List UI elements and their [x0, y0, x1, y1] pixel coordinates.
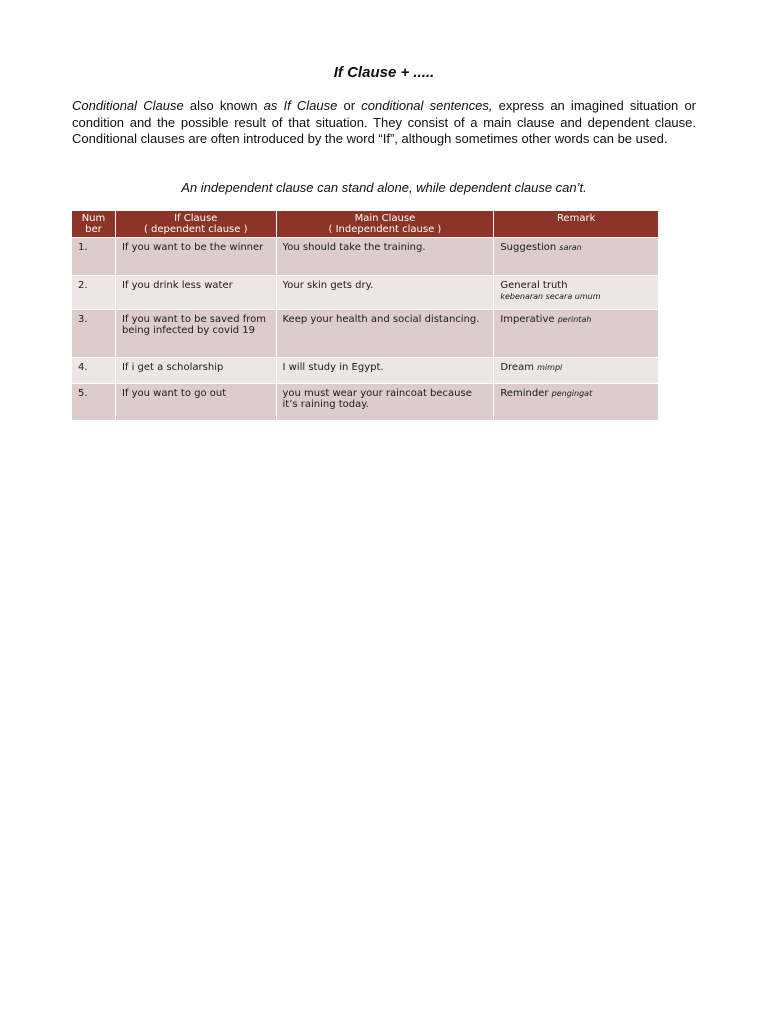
row-main-clause: Keep your health and social distancing. — [276, 310, 494, 358]
intro-paragraph — [72, 98, 696, 148]
intro-text-2: or — [337, 98, 362, 113]
remark-note: saran — [559, 243, 582, 252]
header-number: Num ber — [72, 211, 115, 238]
table-row — [72, 358, 658, 384]
table-header-row — [72, 211, 658, 238]
remark-note: mimpi — [537, 363, 563, 372]
remark-label: General truth — [500, 280, 568, 291]
header-remark: Remark — [494, 211, 658, 238]
term-conditional-clause: Conditional Clause — [72, 98, 184, 113]
row-number: 2. — [72, 276, 115, 310]
row-if-clause: If you want to be saved from being infected by covid 19 — [115, 310, 276, 358]
table-row — [72, 310, 658, 358]
intro-as: as — [263, 98, 278, 113]
remark-label: Reminder — [500, 388, 549, 399]
row-if-clause: If you want to be the winner — [115, 238, 276, 276]
intro-text-1: also known — [183, 98, 264, 113]
row-main-clause: You should take the training. — [276, 238, 494, 276]
header-main-clause — [276, 211, 494, 238]
independent-clause-note: An independent clause can stand alone, while dependent clause can’t. — [181, 180, 587, 195]
row-remark — [494, 310, 658, 358]
row-remark — [494, 276, 658, 310]
remark-label: Dream — [500, 362, 534, 373]
row-number: 3. — [72, 310, 115, 358]
table-row — [72, 276, 658, 310]
row-main-clause: I will study in Egypt. — [276, 358, 494, 384]
table-row — [72, 384, 658, 420]
row-remark — [494, 238, 658, 276]
row-if-clause: If you drink less water — [115, 276, 276, 310]
remark-note: kebenaran secara umum — [500, 292, 601, 301]
clause-table — [72, 211, 658, 420]
term-conditional-sentences: conditional sentences, — [361, 98, 493, 113]
header-if-clause — [115, 211, 276, 238]
header-main-clause-sub: ( Independent clause ) — [328, 224, 442, 235]
remark-note: pengingat — [551, 389, 593, 398]
header-if-clause-sub: ( dependent clause ) — [143, 224, 248, 235]
row-number: 5. — [72, 384, 115, 420]
remark-label: Suggestion — [500, 242, 557, 253]
row-number: 4. — [72, 358, 115, 384]
row-if-clause: If i get a scholarship — [115, 358, 276, 384]
remark-label: Imperative — [500, 314, 555, 325]
term-if-clause: If Clause — [277, 98, 338, 113]
row-main-clause: you must wear your raincoat because it’s raining today. — [276, 384, 494, 420]
row-remark — [494, 384, 658, 420]
row-remark — [494, 358, 658, 384]
row-number: 1. — [72, 238, 115, 276]
header-if-clause-title: If Clause — [174, 213, 218, 224]
row-main-clause: Your skin gets dry. — [276, 276, 494, 310]
remark-note: perintah — [557, 315, 592, 324]
table-row — [72, 238, 658, 276]
intro-text-3: express an imagined situation or condition and the possible result of that situation. They consist of a main clause and dependent clause. Conditional clauses are often introduced by the word “If”, although sometimes other words can be used. — [72, 98, 696, 146]
header-main-clause-title: Main Clause — [354, 213, 416, 224]
row-if-clause: If you want to go out — [115, 384, 276, 420]
page-title: If Clause + ..... — [333, 64, 435, 81]
